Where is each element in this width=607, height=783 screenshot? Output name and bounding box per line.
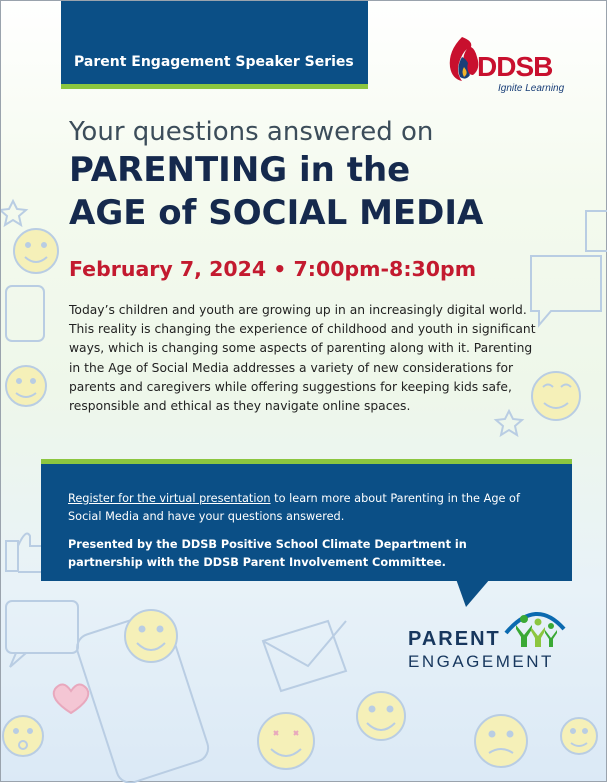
emoji-doodle-icon: [561, 718, 597, 754]
emoji-doodle-icon: [258, 713, 314, 769]
register-link[interactable]: Register for the virtual presentation: [68, 492, 271, 505]
emoji-doodle-icon: [14, 229, 58, 273]
title-line-2: AGE of SOCIAL MEDIA: [69, 193, 484, 233]
title-line-1: PARENTING in the: [69, 150, 411, 190]
ddsb-tagline: Ignite Learning: [498, 83, 565, 94]
register-text: to learn more about Parenting in the Age of Social Media and have your questions answered.: [68, 492, 520, 523]
speech-bubble-icon: [531, 256, 601, 325]
series-banner: [61, 1, 368, 89]
emoji-doodle-icon: [357, 692, 405, 740]
emoji-doodle-icon: [532, 372, 580, 420]
emoji-doodle-icon: [6, 366, 46, 406]
presented-by-text: Presented by the DDSB Positive School Climate Department in partnership with the DDSB Parent Involvement Committee.: [68, 538, 467, 569]
event-date-time: February 7, 2024 • 7:00pm-8:30pm: [69, 257, 477, 281]
page-title: [69, 149, 483, 235]
callout-box: [41, 459, 572, 581]
register-paragraph: [68, 490, 538, 525]
speech-bubble-icon: [586, 211, 607, 251]
ddsb-logo-text: DDSB: [477, 51, 553, 82]
intro-paragraph: Today’s children and youth are growing up in an increasingly digital world. This reality is changing the experience of childhood and youth in significant ways, which is changing some aspects of parenting along with it. Parenting in the Age of Social Media addresses a variety of new considerations for parents and caregivers while offering suggestions for keeping kids safe, responsible and ethical as they navigate online spaces.: [69, 303, 536, 414]
emoji-doodle-icon: [3, 716, 43, 756]
series-label: Parent Engagement Speaker Series: [74, 54, 354, 70]
envelope-icon: [263, 621, 346, 691]
speech-bubble-icon: [6, 601, 78, 667]
emoji-doodle-icon: [125, 610, 177, 662]
star-icon: [1, 201, 26, 225]
parent-logo-word: PARENT: [408, 628, 501, 650]
heart-icon: [54, 684, 89, 713]
headline-intro: Your questions answered on: [69, 117, 434, 147]
emoji-doodle-icon: [475, 715, 527, 767]
parent-figures-icon: [506, 614, 564, 647]
speech-bubble-icon: [6, 286, 44, 341]
ddsb-flame-icon: [450, 37, 479, 81]
engagement-logo-word: ENGAGEMENT: [408, 652, 554, 671]
